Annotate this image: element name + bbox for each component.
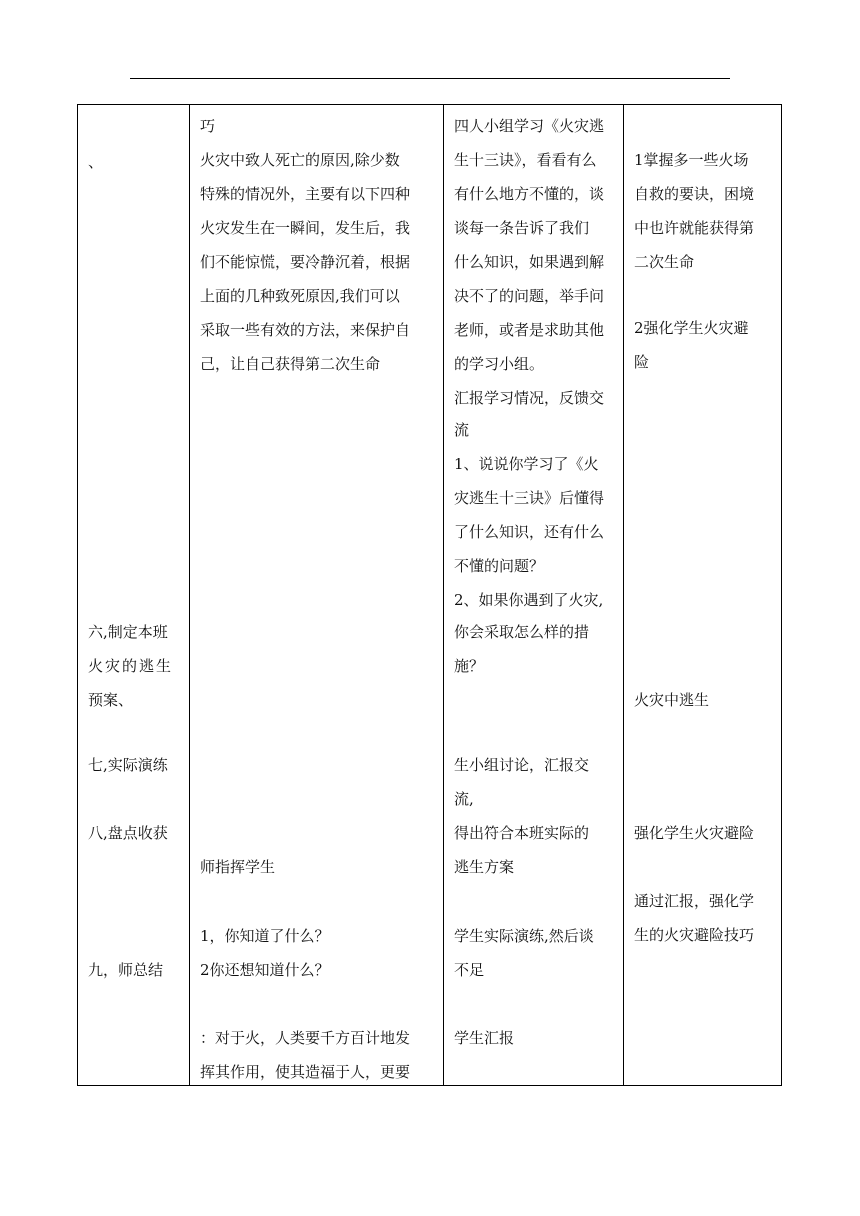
lesson-plan-table [77, 104, 782, 1086]
student-text: 汇报学习情况，反馈交 [454, 389, 605, 407]
teacher-text: 们不能惊慌，要冷静沉着，根据 [200, 253, 411, 271]
header-rule [130, 78, 730, 79]
teacher-text: 巧 [200, 117, 216, 135]
teacher-text: ：对于火，人类要千方百计地发 [200, 1029, 411, 1047]
intent-text: 强化学生火灾避险 [634, 824, 755, 842]
step-7: 七,实际演练 [88, 756, 168, 774]
student-text: 的学习小组。 [454, 355, 545, 373]
teacher-text: 采取一些有效的方法，来保护自 [200, 321, 411, 339]
step-9: 九，师总结 [88, 961, 164, 979]
student-text: 决不了的问题，举手问 [454, 287, 605, 305]
col-steps [78, 105, 190, 1086]
intent-text: 险 [634, 353, 650, 371]
student-text: 得出符合本班实际的 [454, 824, 590, 842]
student-text: 逃生方案 [454, 858, 515, 876]
student-text: 有什么地方不懂的，谈 [454, 185, 605, 203]
col-student [444, 105, 624, 1086]
intent-text: 自救的要诀，困境 [634, 185, 755, 203]
col-intent [624, 105, 782, 1086]
table-row [78, 105, 782, 1086]
intent-text: 火灾中逃生 [634, 691, 710, 709]
student-text: 了什么知识，还有什么 [454, 523, 605, 541]
student-text: 学生实际演练,然后谈 [454, 927, 594, 945]
intent-text: 1掌握多一些火场 [634, 151, 749, 169]
teacher-text: 火灾发生在一瞬间，发生后，我 [200, 219, 411, 237]
teacher-text: 挥其作用，使其造福于人，更要 [200, 1063, 411, 1081]
teacher-text: 1，你知道了什么？ [200, 927, 330, 945]
intent-text: 通过汇报，强化学 [634, 892, 755, 910]
student-text: 什么知识，如果遇到解 [454, 253, 605, 271]
intent-text: 生的火灾避险技巧 [634, 926, 755, 944]
teacher-text: 火灾中致人死亡的原因,除少数 [200, 151, 400, 169]
student-text: 施？ [454, 657, 485, 675]
student-text: 你会采取怎么样的措 [454, 623, 590, 641]
student-text: 流, [454, 790, 474, 808]
student-text: 老师，或者是求助其他 [454, 321, 605, 339]
student-text: 生小组讨论，汇报交 [454, 756, 590, 774]
intent-text: 2强化学生火灾避 [634, 319, 749, 337]
student-text: 2、如果你遇到了火灾, [454, 591, 604, 609]
teacher-text: 特殊的情况外，主要有以下四种 [200, 185, 411, 203]
col-teacher [190, 105, 444, 1086]
teacher-text: 2你还想知道什么？ [200, 961, 330, 979]
teacher-text: 己，让自己获得第二次生命 [200, 355, 381, 373]
student-text: 1、说说你学习了《火 [454, 455, 599, 473]
student-text: 不懂的问题？ [454, 557, 545, 575]
step-6-line3: 预案、 [88, 691, 134, 709]
student-text: 学生汇报 [454, 1029, 515, 1047]
student-text: 四人小组学习《火灾逃 [454, 117, 605, 135]
student-text: 不足 [454, 961, 485, 979]
step-text: 、 [88, 153, 104, 171]
intent-text: 二次生命 [634, 253, 695, 271]
intent-text: 中也许就能获得第 [634, 219, 755, 237]
teacher-text: 师指挥学生 [200, 858, 276, 876]
student-text: 生十三诀》，看看有么 [454, 151, 597, 169]
student-text: 流 [454, 421, 470, 439]
student-text: 灾逃生十三诀》后懂得 [454, 489, 605, 507]
step-6-line1: 六,制定本班 [88, 623, 168, 641]
step-8: 八,盘点收获 [88, 824, 168, 842]
teacher-text: 上面的几种致死原因,我们可以 [200, 287, 400, 305]
step-6-line2: 火灾的逃生 [88, 657, 174, 675]
student-text: 谈每一条告诉了我们 [454, 219, 590, 237]
